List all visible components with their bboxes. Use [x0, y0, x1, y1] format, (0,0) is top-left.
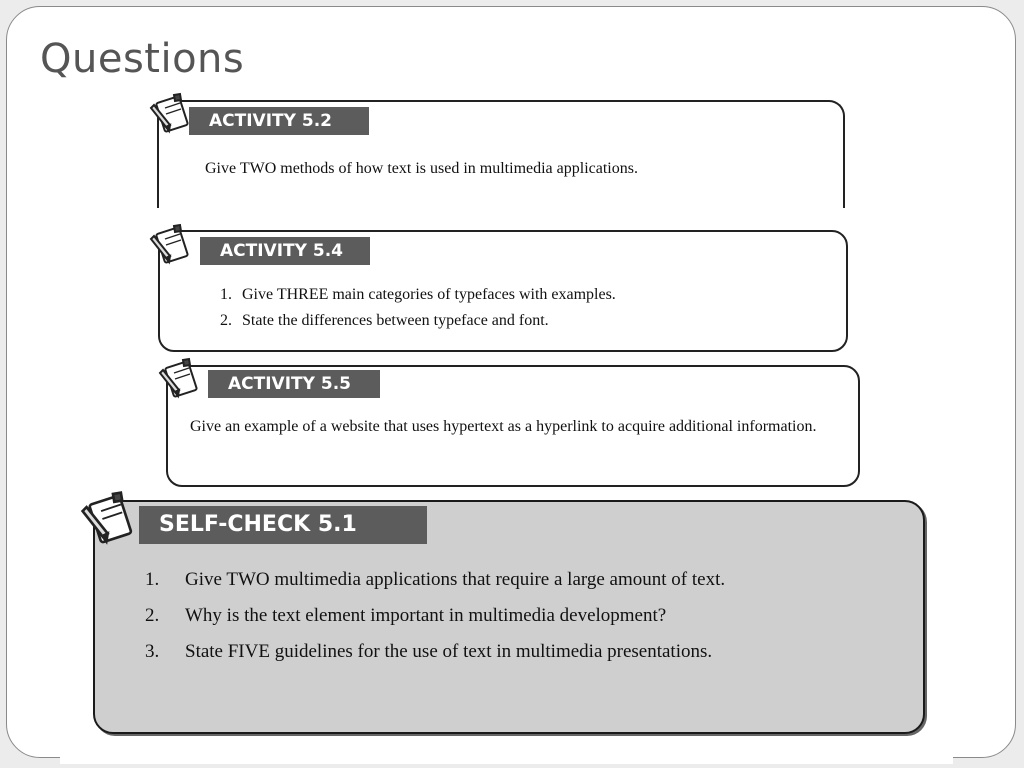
pencil-clipboard-icon — [76, 488, 142, 555]
list-item — [220, 308, 830, 334]
activity-card-5-5 — [166, 365, 860, 487]
activity-text — [220, 282, 830, 334]
pencil-clipboard-icon — [155, 356, 205, 407]
list-number: 3. — [145, 641, 160, 662]
list-number: 2. — [220, 312, 232, 329]
activity-header — [208, 370, 380, 398]
list-number: 1. — [220, 286, 232, 303]
list-text: State FIVE guidelines for the use of text in multimedia presentations. — [185, 641, 713, 662]
list-item — [220, 282, 830, 308]
activity-heading: ACTIVITY 5.4 — [220, 241, 343, 261]
list-number: 2. — [145, 605, 160, 626]
pencil-clipboard-icon — [146, 91, 196, 142]
activity-text — [190, 415, 838, 439]
activity-heading: ACTIVITY 5.2 — [209, 111, 332, 131]
list-item — [145, 602, 915, 629]
selfcheck-heading: SELF-CHECK 5.1 — [159, 512, 357, 537]
slide-frame-gap — [60, 748, 953, 764]
activity-header — [189, 107, 369, 135]
activity-question: Give TWO methods of how text is used in multimedia applications. — [205, 160, 638, 177]
activity-question: Give an example of a website that uses hypertext as a hyperlink to acquire additional information. — [190, 418, 817, 435]
activity-text — [205, 160, 825, 178]
activity-header — [200, 237, 370, 265]
slide-title: Questions — [40, 36, 245, 82]
list-item — [145, 638, 915, 665]
activity-card-5-2 — [157, 100, 845, 208]
list-item — [145, 566, 915, 593]
activity-card-5-4 — [158, 230, 848, 352]
selfcheck-card — [93, 500, 925, 734]
list-text: Give TWO multimedia applications that require a large amount of text. — [185, 569, 726, 590]
list-text: State the differences between typeface and font. — [242, 312, 549, 329]
list-number: 1. — [145, 569, 160, 590]
list-text: Give THREE main categories of typefaces with examples. — [242, 286, 616, 303]
activity-heading: ACTIVITY 5.5 — [228, 374, 351, 394]
pencil-clipboard-icon — [146, 222, 196, 273]
list-text: Why is the text element important in multimedia development? — [185, 605, 667, 626]
selfcheck-header — [139, 506, 427, 544]
selfcheck-text — [145, 566, 915, 665]
